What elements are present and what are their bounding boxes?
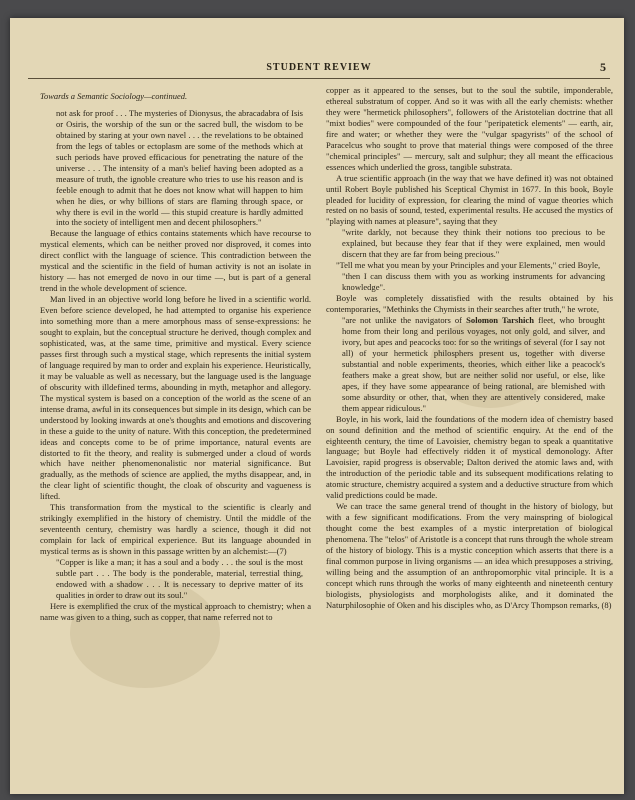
document-page bbox=[10, 18, 624, 794]
paragraph: Boyle, in his work, laid the foundations of the modern idea of chemistry based on sound definition and the method of scientific enquiry. At the end of the eighteenth century, the time of Lavoisier, chemistry began to speak a quantitative language; but Boyle had effectively ridden it of mystical demonology. After Lavoisier, rapid progress is observable; Dalton derived the atomic laws and, with the introduction of the periodic table and its subsequent modifications relating to atomic structure, chemistry acquired a system and a deductive structure from which valid predictions could be made. bbox=[326, 413, 613, 501]
block-quote: "Copper is like a man; it has a soul and a body . . . the soul is the most subtle part . . . The body is the ponderable, material, terrestial thing, endowed with a shadow . . . It is necessary to deprive matter of its qualities in order to draw out its soul." bbox=[56, 557, 303, 600]
paragraph: This transformation from the mystical to the scientific is clearly and strikingly exemplified in the history of chemistry. Until the middle of the seventeenth century, chemistry was hardly a science, though it did not complain for lack of empirical experience. But its language abounded in mystical terms as is shown in this passage written by an alchemist:—(7) bbox=[40, 502, 311, 557]
left-column bbox=[40, 85, 311, 623]
right-column bbox=[326, 85, 613, 611]
paragraph: We can trace the same general trend of thought in the history of biology, but with a few significant modifications. From the very mainspring of biological thought come the best examples of a mystic interpretation of biological phenomena. The "telos" of Aristotle is a concept that runs through the whole stream of the history of biology. This is a mystic conception which asserts that there is a final common purpose in living organisms — an idea which presupposes a striving, willing being and the assumption of an anthropomorphic vital principle. It is a concept which runs through the works of many eighteenth and nineteenth century biologists, physiologists and morphologists alike, and it dominated the Naturphilosophie of Oken and his disciples who, as D'Arcy Thompson remarks, (8) bbox=[326, 501, 613, 610]
block-quote bbox=[342, 315, 605, 414]
running-title: STUDENT REVIEW bbox=[266, 62, 372, 73]
page-header bbox=[28, 60, 610, 79]
paragraph: Man lived in an objective world long before he lived in a scientific world. Even before science developed, he had attempted to organise his experience into something more than a mere amorphous mass of sense-expressions: he sought to explain, but the conceptual structure he derived, though complex and sophisticated, was, at the same time, primitive and mystical. Every science passes first through such a mystical stage, which represents the initial system of language required by man to order and explain his experience. Heuristically, it may be valuable as well as necessary, but the language used is the language of obscurity with illdefined terms, abounding in myth, metaphor and allegory. The mystical system is based on a conception of the world as the scene of an intense drama, awful in its consequences but simple in its design, which can be understood by looking inwards at one's thoughts and emotions and discovering in these a guide to the unity of nature. With this conception, the predetermined ideas and concepts come to be of prime importance, natural events are distorted to fit the theory, and reality is submerged under a cloud of words which have neither phenomenonalistic nor material significance. But gradually, as the methods of science are applied, the myths disappear, and, in the clear light of scientific thought, the cloak of obscurity and vagueness is lifted. bbox=[40, 294, 311, 502]
block-quote: "write darkly, not because they think their notions too precious to be explained, but because they fear that if they were explained, men would discern that they are far from being precious." bbox=[342, 227, 605, 260]
continued-heading: Towards a Semantic Sociology—continued. bbox=[40, 91, 188, 101]
paragraph: "Tell me what you mean by your Principles and your Elements," cried Boyle, bbox=[336, 260, 601, 271]
paragraph: Here is exemplified the crux of the mystical approach to chemistry; when a name was given to a thing, such as copper, that name referred not to bbox=[40, 600, 311, 622]
block-quote: not ask for proof . . . The mysteries of Dionysus, the abracadabra of Isis or Osiris, the worship of the sun or the sacred bull, the wisdom to be obtained by staring at your own navel . . . the revelations to be obtained from the legs of tables or ectoplasm are some of the methods which at such periods have proved efficacious for penetrating the nature of the universe . . . The intensity of a man's belief having been adopted as a measure of truth, the ignoble creature who tries to use his reason and is feeble enough to admit that he does not know what will happen to him when he dies, or why billions of stars are flaming through space, or why there is evil in the world — this stupid creature is hardly admitted into the society of intelligent men and decent philosophers." bbox=[56, 107, 303, 228]
paragraph: Because the language of ethics contains statements which have recourse to mystical elements, which can be neither proved nor disproved, it comes into direct conflict with the language of science. This contradiction between the mystical and the scientific in the field of human activity is not an isolate in history — has not emerged de novo in our time —, but is part of a general trend in the whole development of science. bbox=[40, 228, 311, 294]
paragraph: A true scientific approach (in the way that we have defined it) was not obtained until Robert Boyle published his Sceptical Chymist in 1677. In this book, Boyle pleaded for lucidity of expression, for clearing the mind of vague theories which rested on no basis of sound, tested, experimental results. He accused the mystics of "playing with names at pleasure", saying that they bbox=[326, 172, 613, 227]
block-quote: "then I can discuss them with you as working instruments for advancing knowledge". bbox=[342, 271, 605, 293]
quote-text: fleet, who brought home from their long and perilous voyages, not only gold, and silver, and ivory, but apes and peacocks too: for so the writings of several (for I say not all) of your hermetick philosphers present us, together with diverse substantial and noble experiments, theories, which either like a peacock's feathers make a great show, but are neither solid nor useful, or else, like apes, if they have some appearance of being rational, are blemished with some absurdity or other, that, when they are attentively considered, make them appear ridiculous." bbox=[342, 315, 605, 413]
paragraph: copper as it appeared to the senses, but to the soul the subtile, imponderable, ethereal substratum of copper. And so it was with all the early chemists: whether they were "hermetick philosophers", followers of the Aristotelian doctrine that all "mixt bodies" were compounded of the four "peripatetick elements" — earth, air, fire and water; or whether they were the "vulgar spagyrists" of the school of Paracelcus who sought to prove that material things were composed of the three "chemical principles" — mercury, salt and sulphur; they all meant the efficacious essences which underlied the gross, tangible substrata. bbox=[326, 85, 613, 172]
quote-text: "are not unlike the navigators of bbox=[342, 315, 463, 326]
paragraph: Boyle was completely dissatisfied with the results obtained by his contemporaries, "Methinks the Chymists in their searches after truth," he wrote, bbox=[326, 293, 613, 315]
page-number: 5 bbox=[600, 60, 606, 74]
bold-phrase: Solomon Tarshich bbox=[466, 315, 534, 326]
